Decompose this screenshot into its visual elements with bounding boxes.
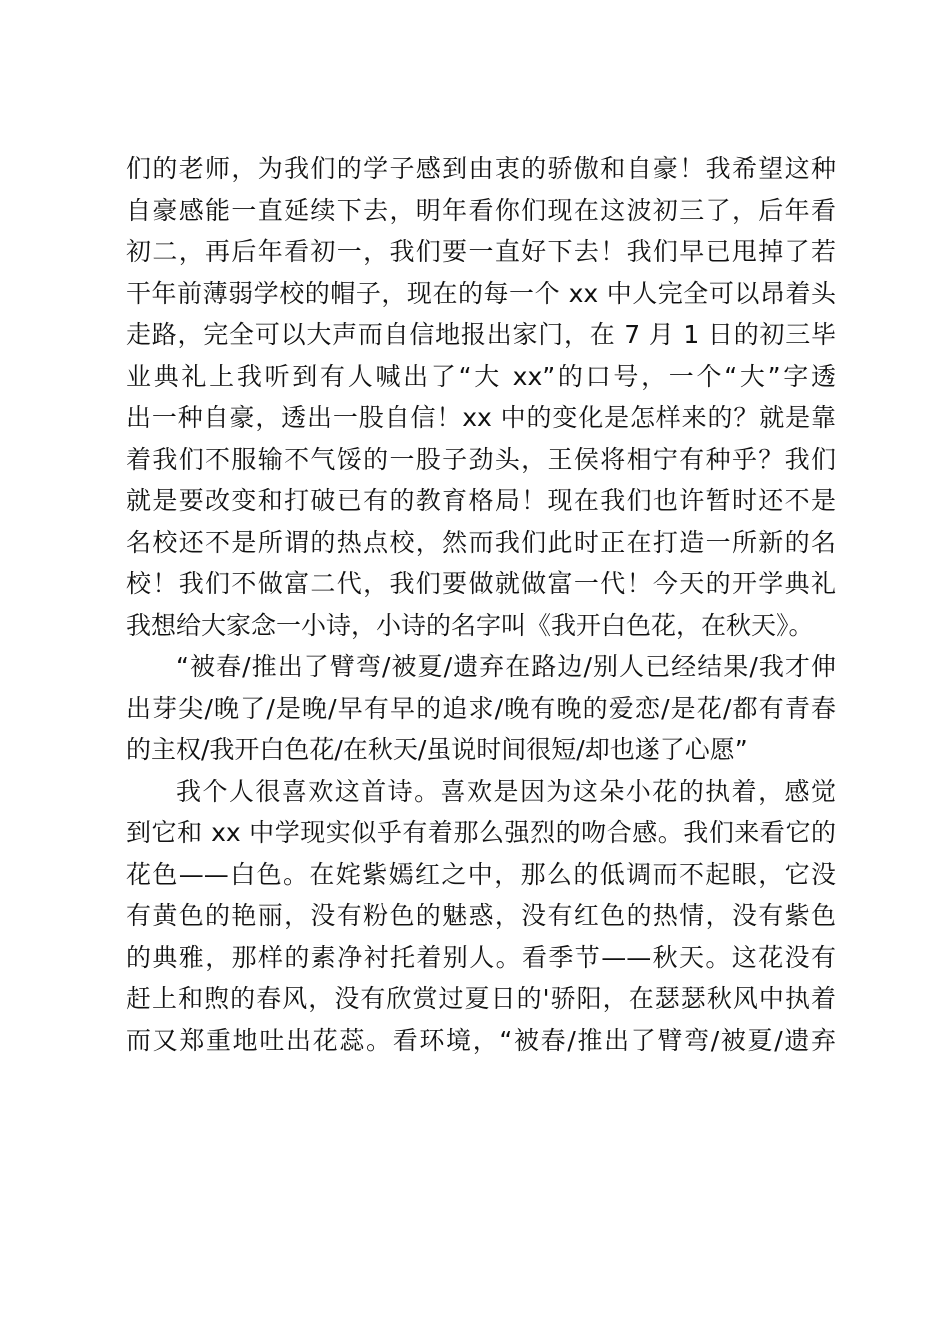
text-line: 们的老师，为我们的学子感到由衷的骄傲和自豪！我希望这种 [126,154,836,183]
text-line: 走路，完全可以大声而自信地报出家门，在 7 月 1 日的初三毕 [126,320,836,349]
text-line: 着我们不服输不气馁的一股子劲头，王侯将相宁有种乎？我们 [126,444,836,474]
text-line: 的典雅，那样的素净衬托着别人。看季节——秋天。这花没有 [126,942,836,972]
text-line: 校！我们不做富二代，我们要做就做富一代！今天的开学典礼 [126,569,836,598]
text-line: 我想给大家念一小诗，小诗的名字叫《我开白色花，在秋天》。 [126,610,814,640]
text-line: 出一种自豪，透出一股自信！xx 中的变化是怎样来的？就是靠 [126,403,836,432]
poem-line: “被春/推出了臂弯/被夏/遗弃在路边/别人已经结果/我才伸 [176,652,836,681]
text-line: 花色——白色。在姹紫嫣红之中，那么的低调而不起眼，它没 [126,859,836,889]
text-line: 而又郑重地吐出花蕊。看环境，“被春/推出了臂弯/被夏/遗弃 [126,1025,836,1055]
text-line: 就是要改变和打破已有的教育格局！现在我们也许暂时还不是 [126,486,836,515]
text-line: 名校还不是所谓的热点校，然而我们此时正在打造一所新的名 [126,527,836,557]
text-line: 初二，再后年看初一，我们要一直好下去！我们早已甩掉了若 [126,237,836,266]
text-line: 我个人很喜欢这首诗。喜欢是因为这朵小花的执着，感觉 [176,776,836,806]
text-line: 自豪感能一直延续下去，明年看你们现在这波初三了，后年看 [126,195,836,225]
poem-line: 出芽尖/晚了/是晚/早有早的追求/晚有晚的爱恋/是花/都有青春 [126,693,836,723]
text-line: 到它和 xx 中学现实似乎有着那么强烈的吻合感。我们来看它的 [126,818,836,847]
poem-line: 的主权/我开白色花/在秋天/虽说时间很短/却也遂了心愿” [126,735,748,764]
text-line: 赶上和煦的春风，没有欣赏过夏日的'骄阳，在瑟瑟秋风中执着 [126,984,836,1013]
text-line: 干年前薄弱学校的帽子，现在的每一个 xx 中人完全可以昂着头 [126,278,836,308]
text-line: 业典礼上我听到有人喊出了“大 xx”的口号，一个“大”字透 [126,361,836,391]
document-body [126,148,836,1061]
text-line: 有黄色的艳丽，没有粉色的魅惑，没有红色的热情，没有紫色 [126,901,836,930]
